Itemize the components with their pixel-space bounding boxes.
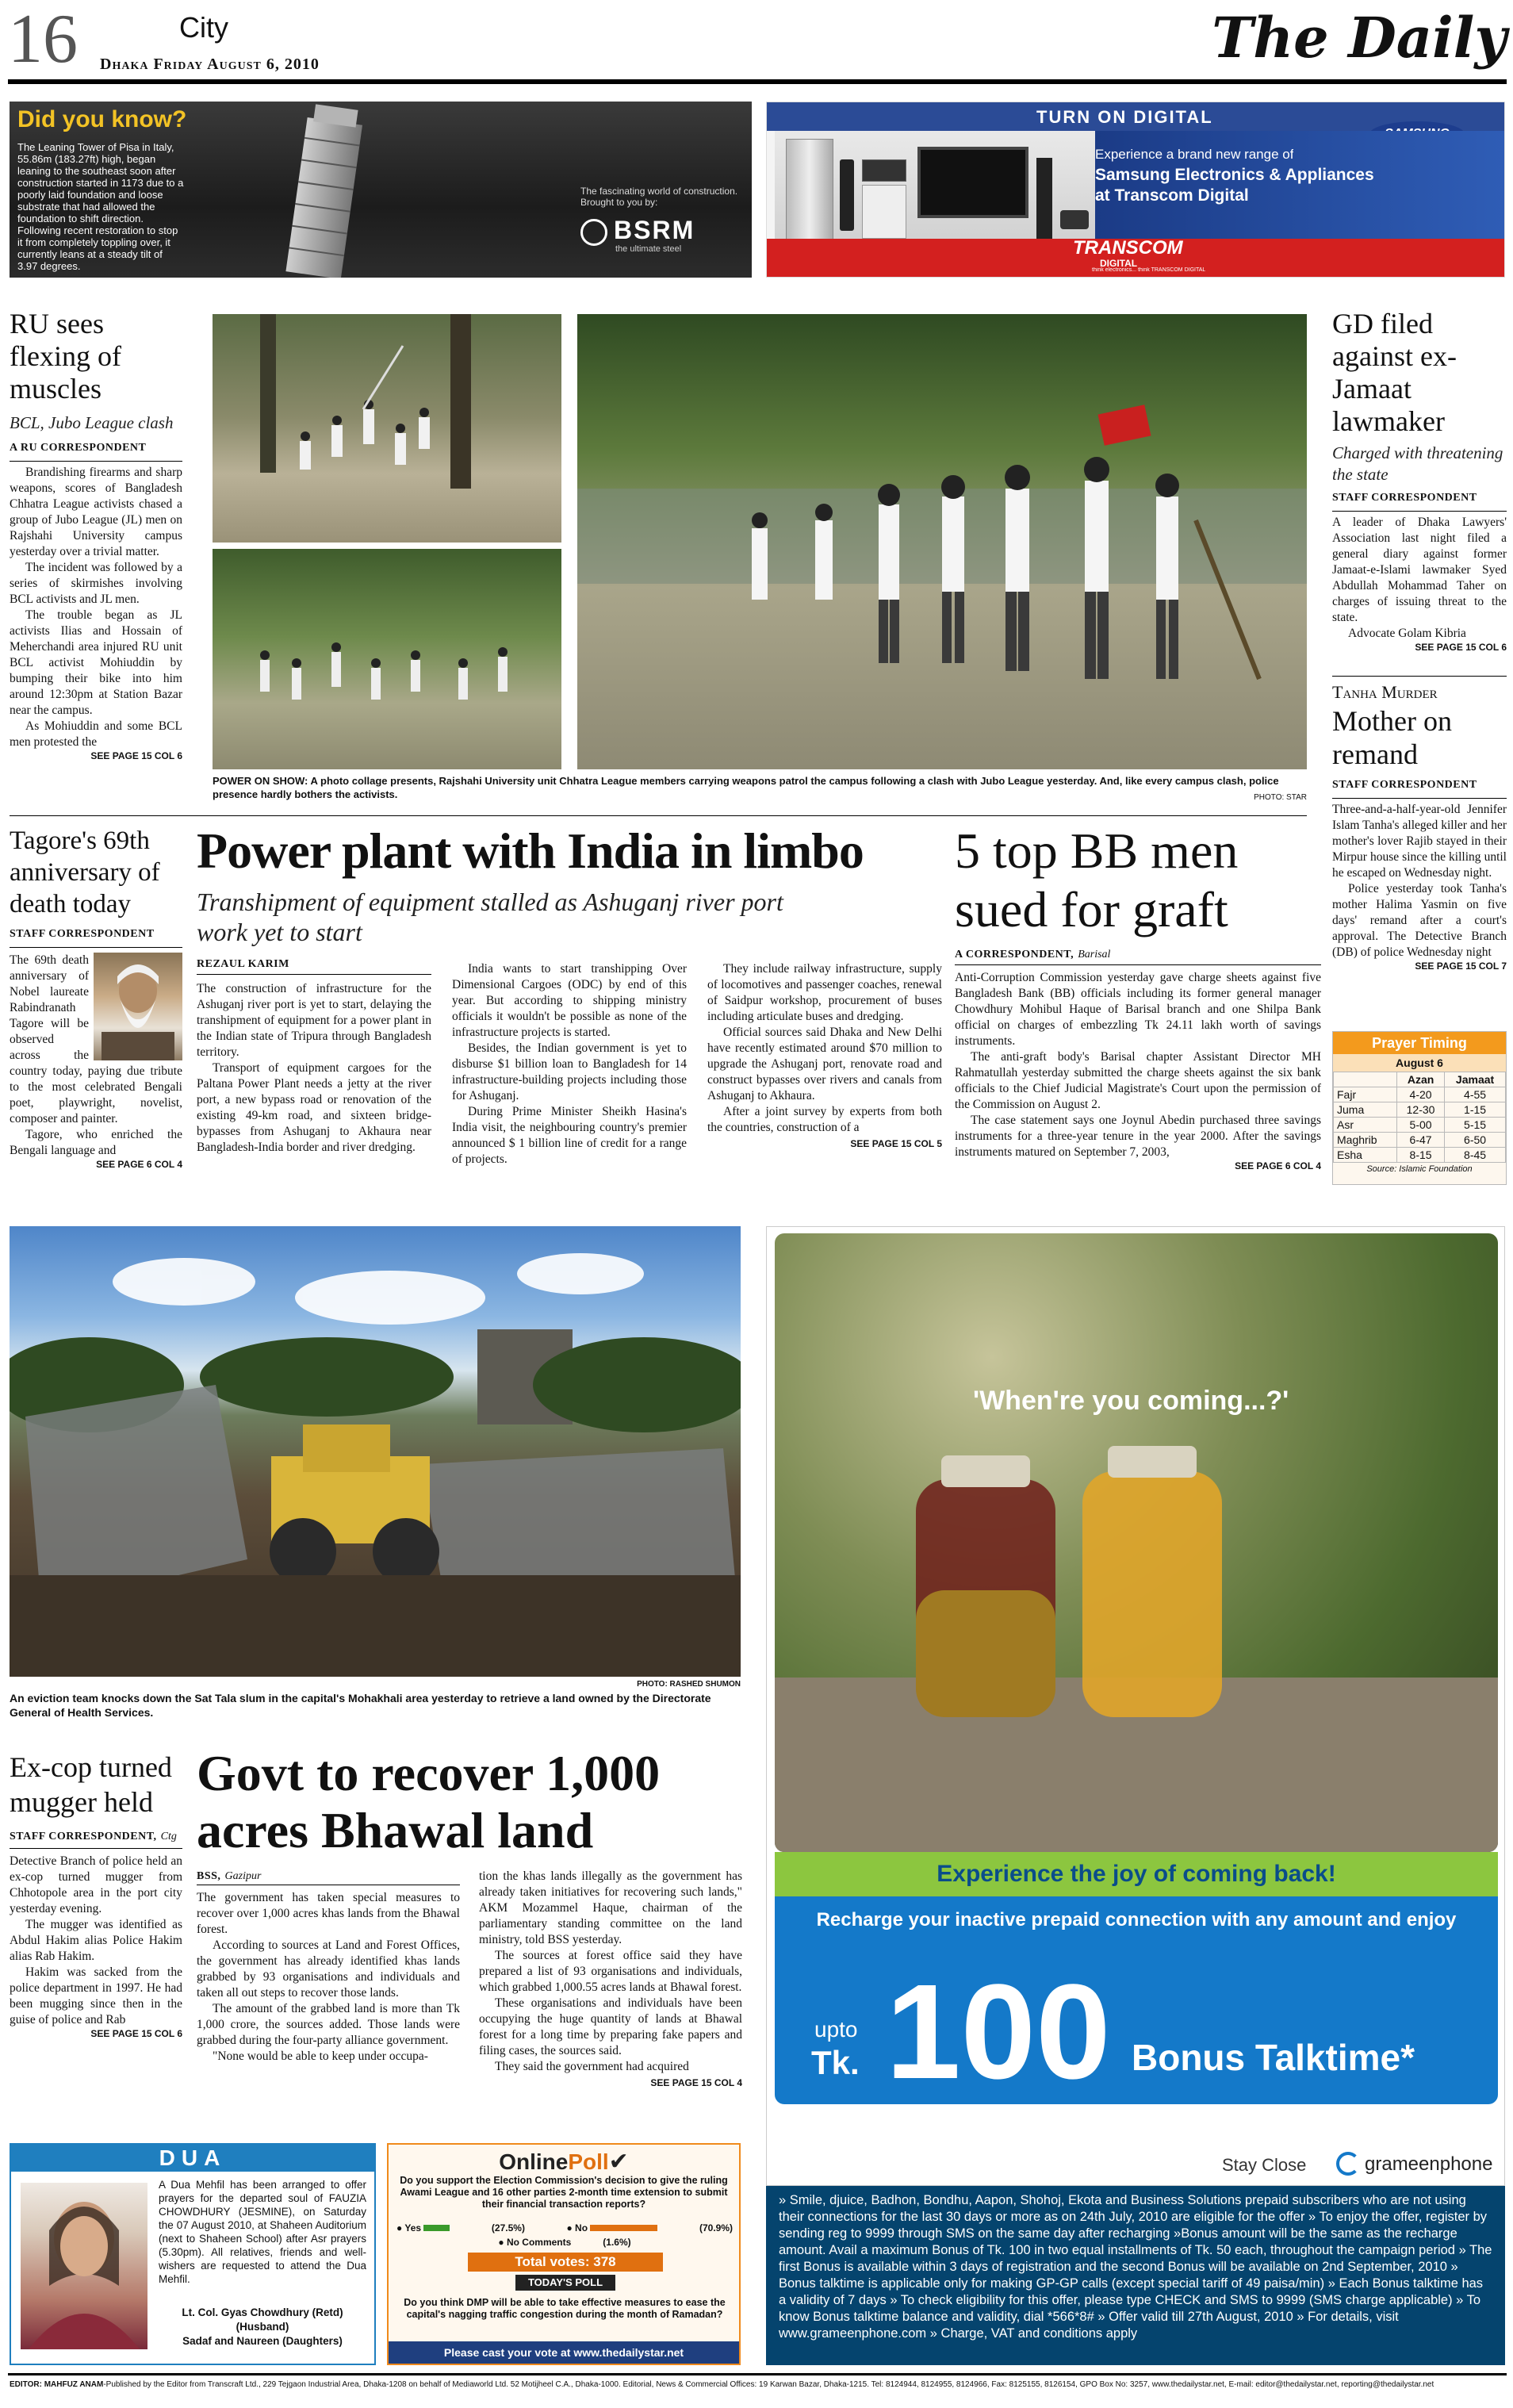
photo-caption: POWER ON SHOW: A photo collage presents, Rajshahi University unit Chhatra League members carrying weapons patrol the campus following a clash with Jubo League yesterday. And, like every campus clash, police presence hardly bothers the activists. (213, 775, 1279, 800)
story-body (1332, 802, 1507, 961)
collage-photo-3 (577, 314, 1307, 769)
headline[interactable]: Govt to recover 1,000 acres Bhawal land (197, 1745, 661, 1858)
byline: A CORRESPONDENT, (955, 949, 1074, 961)
column-1 (197, 974, 431, 1168)
story-body (10, 465, 182, 750)
paragraph: The mugger was identified as Abdul Hakim alias Police Hakim alias Rab Hakim. (10, 1918, 182, 1963)
ad-line3: at Transcom Digital (1095, 186, 1249, 205)
poll-today: TODAY'S POLL (515, 2275, 615, 2291)
cell: 6-47 (1396, 1133, 1444, 1148)
header-cell: Jamaat (1445, 1072, 1506, 1087)
collage-photo-2 (213, 549, 561, 769)
ad-brand: BSRM (614, 216, 695, 244)
paragraph: They include railway infrastructure, supply of locomotives and passenger coaches, renewal of Saidpur workshop, procurement of buses including articulate buses and dredging. (707, 962, 942, 1023)
cell: Asr (1334, 1118, 1397, 1133)
ad-amount: 100 (886, 1965, 1111, 2099)
table-header-row (1334, 1072, 1506, 1087)
paragraph: Besides, the Indian government is yet to disburse $1 billion loan to Bangladesh for 14 infrastructure-building projects including those for Ashuganj. (452, 1041, 687, 1102)
dua-signature-1: Lt. Col. Gyas Chowdhury (Retd) (182, 2306, 343, 2318)
paragraph: Transport of equipment cargoes for the Paltana Power Plant needs a jetty at the river port, a new bypass road or renovation of the existing 49-km road, and sixteen bridge-bypasses from Ashuganj to Akhaura near Bangladesh-India border and river dredging. (197, 1061, 431, 1154)
dua-text: A Dua Mehfil has been arranged to offer prayers for the departed soul of FAUZIA CHOWDHURY (JESMINE), on Saturday the 07 August 2010, at Shaheen Auditorium (next to Shaheen School) after Asr prayers (5.30pm). All relatives, friends and well-wishers are requested to attend the Dua Mehfil. (159, 2179, 366, 2285)
rubble-image (10, 1226, 741, 1677)
cell: 4-20 (1396, 1087, 1444, 1102)
poll-results (396, 2221, 733, 2249)
ad-line2: Samsung Electronics & Appliances (1095, 166, 1374, 184)
microwave-icon (862, 159, 906, 182)
speaker-icon (1036, 158, 1052, 240)
byline: STAFF CORRESPONDENT (10, 928, 155, 940)
dua-signature-3: Sadaf and Naureen (Daughters) (182, 2335, 343, 2347)
paragraph: As Mohiuddin and some BCL men protested the (10, 719, 182, 749)
poll-title-b: Poll (568, 2149, 609, 2174)
dealer-sub: DIGITAL (1100, 258, 1138, 269)
pickle-jars-image (775, 1233, 1498, 1852)
paper-name: The Daily (1212, 5, 1507, 71)
story-bhawal (197, 1745, 744, 2126)
paragraph: Official sources said Dhaka and New Delhi have recently estimated around $70 million to upgrade the Ashuganj port, renovate road and construct bypasses over rivers and canals from Ashuganj to Akhaura. (707, 1026, 942, 1102)
prayer-date: August 6 (1333, 1054, 1506, 1072)
headline[interactable]: 5 top BB men sued for graft (955, 822, 1239, 938)
poll-yes-bar (423, 2225, 450, 2231)
byline-dateline: Barisal (1078, 949, 1111, 961)
paragraph: The government has taken special measures to recover over 1,000 acres khas lands from the Bhawal forest. (197, 1891, 460, 1936)
byline: A RU CORRESPONDENT (10, 442, 147, 454)
poll-total: Total votes: 378 (468, 2253, 663, 2272)
portrait-image (21, 2183, 147, 2349)
poll-no-bar (590, 2225, 657, 2231)
byline: REZAUL KARIM (197, 958, 289, 970)
paragraph: Anti-Corruption Commission yesterday gave charge sheets against five Bangladesh Bank (BB) officials including its former general manager Chowdhury Mohibul Haque of Barisal branch and one Shilpa Bank official on charges of embezzling Tk 24.11 lakh worth of savings instruments. (955, 971, 1321, 1048)
story-tagore (10, 825, 182, 1198)
collage-photo-1 (213, 314, 561, 543)
group-image (213, 549, 561, 769)
column-3 (707, 961, 942, 1168)
paragraph: The anti-graft body's Barisal chapter Assistant Director MH Rahmatullah yesterday submitted the charge sheets against the six bank officials to the Chief Judicial Magistrate's Court upon the permission of the Commission on August 2. (955, 1050, 1321, 1111)
section-name: City (179, 11, 228, 44)
headline[interactable]: GD filed against ex-Jamaat lawmaker (1332, 308, 1457, 437)
phone-icon (840, 159, 854, 231)
poll-yes-pct: (27.5%) (491, 2222, 525, 2234)
paragraph: India wants to start transhipping Over Dimensional Cargoes (ODC) by end of this year. But according to shipping ministry officials it wouldn't be possible as none of the infrastructure projects is started. (452, 962, 687, 1039)
kicker: Charged with threatening the state (1332, 443, 1503, 484)
headline[interactable]: RU sees flexing of muscles (10, 308, 121, 405)
column-2 (479, 1869, 742, 2091)
story-body (955, 964, 1321, 1160)
story-excop (10, 1750, 182, 2122)
paragraph: The incident was followed by a series of skirmishes involving BCL activists and JL men. (10, 561, 182, 606)
poll-question: Do you support the Election Commission's decision to give the ruling Awami League and 16 other parties 2-month time extension to submit their financial transaction reports? (400, 2175, 728, 2210)
prayer-table (1333, 1072, 1506, 1163)
grameenphone-logo-icon (1336, 2152, 1360, 2176)
paragraph: tion the khas lands illegally as the government has already taken initiatives for recovering such lands," AKM Mozammel Haque, chairman of the parliamentary standing committee on the land ministry, told BSS yesterday. (479, 1869, 742, 1946)
cell: 12-30 (1396, 1102, 1444, 1118)
samsung-ad[interactable] (766, 102, 1505, 278)
washing-machine-icon (862, 185, 906, 239)
ad-stay-close: Stay Close (1222, 2155, 1307, 2175)
poll-nc-pct: (1.6%) (603, 2237, 631, 2248)
cell: Maghrib (1334, 1133, 1397, 1148)
poll-title-a: Online (499, 2149, 569, 2174)
headline[interactable]: Power plant with India in limbo (197, 822, 864, 879)
dateline: Dhaka Friday August 6, 2010 (100, 56, 320, 73)
byline-dateline: Ctg (160, 1831, 177, 1842)
divider (10, 815, 1307, 816)
paragraph: During Prime Minister Sheikh Hasina's India visit, the neighbouring country's premier announced $ 1 billion line of credit for a range of projects. (452, 1105, 687, 1166)
ad-banner: TURN ON DIGITAL (1036, 107, 1213, 127)
byline: STAFF CORRESPONDENT (1332, 779, 1477, 791)
byline: STAFF CORRESPONDENT, (10, 1831, 157, 1842)
tagore-intro: The 69th death anniversary of Nobel laureate Rabindranath Tagore will be observed (10, 953, 89, 1046)
dua-portrait (21, 2183, 147, 2349)
photo-credit: PHOTO: RASHED SHUMON (637, 1680, 741, 1689)
speech-text: 'When're you coming...?' (973, 1386, 1289, 1416)
poll-option-yes: ● Yes (396, 2222, 450, 2234)
prayer-source: Source: Islamic Foundation (1366, 1164, 1473, 1174)
paragraph: Hakim was sacked from the police department in 1997. He had been mugging since then in the guise of police and Rab (10, 1965, 182, 2026)
cell: Esha (1334, 1148, 1397, 1163)
poll-yes-label: Yes (404, 2222, 422, 2234)
paragraph: They said the government had acquired (495, 2060, 689, 2073)
headline[interactable]: Mother on remand (1332, 705, 1452, 770)
column-1 (197, 1885, 460, 2091)
tagore-portrait (94, 953, 182, 1060)
poll-no-label: No (575, 2222, 588, 2234)
masthead (0, 0, 1513, 82)
paragraph: After a joint survey by experts from both the countries, construction of a (707, 1105, 942, 1134)
story-gd (1332, 308, 1507, 681)
paragraph: The construction of infrastructure for the Ashuganj river port is yet to start, delaying the transhipment of equipment for a power plant in the Indian state of Tripura through Bangladesh territory. (197, 982, 431, 1059)
masthead-rule (8, 79, 1507, 84)
paragraph: "None would be able to keep under occupa- (213, 2049, 428, 2063)
header-cell: Azan (1396, 1072, 1444, 1087)
poll-cta-link[interactable]: Please cast your vote at www.thedailystar.net (389, 2341, 739, 2364)
continued-link[interactable]: SEE PAGE 15 COL 5 (850, 1138, 942, 1149)
page-number: 16 (8, 2, 78, 78)
paragraph: Police yesterday took Tanha's mother Halima Yasmin on five days' remand after a court's approval. The Detective Branch (DB) of police Wednesday night (1332, 882, 1507, 959)
poll-nc-label: No Comments (506, 2237, 572, 2248)
ad-tk: Tk. (811, 2044, 860, 2081)
poll-next-question: Do you think DMP will be able to take effective measures to ease the capital's nagging traffic congestion during the month of Ramadan? (404, 2297, 726, 2320)
story-power-plant (197, 822, 942, 1194)
continued-link[interactable]: SEE PAGE 15 COL 6 (90, 750, 182, 761)
continued-link[interactable]: SEE PAGE 15 COL 4 (650, 2077, 742, 2088)
ad-bonus: Bonus Talktime* (1132, 2037, 1415, 2078)
dua-title: DUA (11, 2145, 374, 2172)
continued-link[interactable]: SEE PAGE 6 COL 4 (96, 1159, 182, 1170)
photo-credit: PHOTO: STAR (1254, 793, 1307, 802)
continued-link[interactable]: SEE PAGE 15 COL 6 (90, 2028, 182, 2039)
ad-line1: Experience a brand new range of (1095, 147, 1294, 162)
story-body (1332, 515, 1507, 642)
kicker: Tanha Murder (1332, 682, 1438, 702)
dua-notice (10, 2143, 376, 2365)
footer-text: -Published by the Editor from Transcraft Ltd., 229 Tejgaon Industrial Area, Dhaka-1208 on behalf of Mediaworld Ltd. 52 Motijheel C.A., Dhaka-1000. Editorial, News & Commercial Offices: 19 Karwan Bazar, Dhaka-1215. Tel: 8124944, 8124955, 8124966, Fax: 8125155, 8126154, GPO Box No: 3257, www.thedailystar.net, E-mail: editor@thedailystar.net, reporting@thedailystar.net (103, 2380, 1434, 2389)
bsrm-logo-icon (580, 219, 607, 246)
table-row (1334, 1118, 1506, 1133)
continued-link[interactable]: SEE PAGE 15 COL 6 (1415, 642, 1507, 653)
byline: STAFF CORRESPONDENT (1332, 492, 1477, 504)
footer-imprint (10, 2379, 1507, 2391)
paragraph: Brandishing firearms and sharp weapons, scores of Bangladesh Chhatra League activists chased a group of Jubo League (JL) men on Rajshahi University campus yesterday over a trivial matter. (10, 466, 182, 558)
byline-dateline: Gazipur (224, 1870, 262, 1882)
story-tanha (1332, 681, 1507, 1022)
cell: 4-55 (1445, 1087, 1506, 1102)
grameenphone-ad[interactable] (766, 1226, 1505, 2186)
paragraph: The sources at forest office said they have prepared a list of 93 organisations and individuals, which grabbed 1,000.55 acres lands at Bhawal forest. (479, 1949, 742, 1994)
cell: 1-15 (1445, 1102, 1506, 1118)
paragraph: These organisations and individuals have been occupying the huge quantity of lands at Bhawal forest for a long time by preparing fake papers and filing cases, the sources said. (479, 1996, 742, 2057)
table-row (1334, 1102, 1506, 1118)
dua-signature-2: (Husband) (236, 2321, 289, 2333)
headline[interactable]: Tagore's 69th anniversary of death today (10, 826, 160, 918)
ad-brand-sub: the ultimate steel (615, 244, 682, 254)
byline: BSS, (197, 1870, 221, 1882)
prayer-title: Prayer Timing (1333, 1032, 1506, 1054)
march-image (577, 314, 1307, 769)
leaning-tower-image (192, 102, 446, 278)
story-ru (10, 308, 182, 807)
paragraph: The trouble began as JL activists Ilias and Hossain of Meherchandi area injured RU unit BCL activist Mohiuddin by bumping their bike into him around 12:30pm at Station Bazar near the campus. (10, 608, 182, 717)
table-row (1334, 1133, 1506, 1148)
photo-caption: An eviction team knocks down the Sat Tala slum in the capital's Mohakhali area yesterday to retrieve a land owned by the Directorate General of Health Services. (10, 1692, 711, 1719)
ad-fine-print: » Smile, djuice, Badhon, Bondhu, Aapon, Shohoj, Ekota and Business Solutions prepaid subscribers who are not using their connections for the last 30 days or more as on 24th July, 2010 are eligible for the offer » To enjoy the offer, register by sending reg to 9999 through SMS on the same day after recharging »Bonus amount will be the same as the recharge amount. Avail a maximum Bonus of Tk. 100 in two equal installments of Tk. 50 each, throughout the campaign period » The first Bonus is available within 3 days of registration and the second Bonus will be available on 2nd September, 2010 » Bonus talktime is applicable only for making GP-GP calls (except special tariff of 49 paisa/min) » Each Bonus talktime has a validity of 7 days » To check eligibility for this offer, please type CHECK and SMS to 9999 (SMS charge applicable) » To know Bonus talktime balance and validity, dial *566*8# » Offer valid till 27th August, 2010 » For details, visit www.grameenphone.com » Charge, VAT and conditions apply (766, 2186, 1505, 2365)
paragraph: across the country today, paying due tribute to the most celebrated Bengali poet, playwright, novelist, composer and painter. (10, 1049, 182, 1125)
ad-photo (775, 1233, 1498, 1852)
slum-eviction-photo (10, 1226, 741, 1677)
paragraph: Three-and-a-half-year-old Jennifer Islam Tanha's alleged killer and her mother's lover Rajib stayed in their Mirpur house since the killing until he escaped on Wednesday night. (1332, 803, 1507, 880)
ad-upto: upto (814, 2017, 858, 2042)
online-poll[interactable] (387, 2143, 741, 2365)
portrait-image (94, 953, 182, 1060)
cell: 5-15 (1445, 1118, 1506, 1133)
dealer-tag: think electronics... think TRANSCOM DIGITAL (1092, 267, 1206, 273)
poll-no-pct: (70.9%) (699, 2222, 733, 2234)
headline[interactable]: Ex-cop turned mugger held (10, 1751, 172, 1818)
dealer-name: TRANSCOM (1073, 237, 1183, 259)
tv-icon (917, 147, 1028, 218)
table-row (1334, 1087, 1506, 1102)
ad-body: The Leaning Tower of Pisa in Italy, 55.86m (183.27ft) high, began leaning to the southeast soon after construction started in 1173 due to a poorly laid foundation and loose substrate that had allowed the foundation to shift direction. Following recent restoration to stop it from completely toppling over, it currently leans at a steady tilt of 3.97 degrees. (17, 141, 184, 272)
prayer-timing-box (1332, 1031, 1507, 1185)
table-row (1334, 1148, 1506, 1163)
divider (1332, 676, 1507, 677)
kicker: Transhipment of equipment stalled as Ashuganj river port work yet to start (197, 888, 783, 946)
ad-subline: Recharge your inactive prepaid connection with any amount and enjoy (816, 1909, 1457, 1931)
ad-heading: Did you know? (17, 106, 187, 132)
footer-editor: EDITOR: MAHFUZ ANAM (10, 2380, 104, 2389)
column-2 (452, 961, 687, 1168)
paragraph: Detective Branch of police held an ex-cop turned mugger from Chhotopole area in the port city yesterday evening. (10, 1854, 182, 1915)
poll-option-nc: ● No Comments (498, 2237, 572, 2248)
paragraph: The case statement says one Joynul Abedin purchased three savings instruments for a three-year tenure in the year 2000. After the savings instruments matured on September 7, 2003, (955, 1114, 1321, 1159)
bsrm-ad[interactable] (10, 102, 752, 278)
crowd-image (213, 314, 561, 543)
paragraph: The amount of the grabbed land is more than Tk 1,000 crore, the sources added. Those lands were grabbed during the four-party alliance government. (197, 2002, 460, 2047)
cell: Juma (1334, 1102, 1397, 1118)
checkmark-icon: ✔ (608, 2148, 629, 2176)
paragraph: Advocate Golam Kibria (1348, 627, 1466, 640)
continued-link[interactable]: SEE PAGE 6 COL 4 (1235, 1160, 1321, 1171)
ad-tagline: The fascinating world of construction. Brought to you by: (580, 186, 738, 208)
cell: 6-50 (1445, 1133, 1506, 1148)
poll-option-no: ● No (566, 2222, 657, 2234)
refrigerator-icon (786, 139, 833, 240)
cell: 8-45 (1445, 1148, 1506, 1163)
paragraph: According to sources at Land and Forest Offices, the government has already identified khas lands grabbed by 93 organisations and individuals and taken all out steps to recover those lands. (197, 1938, 460, 2000)
paragraph: A leader of Dhaka Lawyers' Association last night filed a general diary against former Jamaat-e-Islami lawmaker Syed Abdullah Mohammad Taher on charges of issuing threat to the state. (1332, 516, 1507, 624)
kicker: BCL, Jubo League clash (10, 413, 174, 432)
cell: 8-15 (1396, 1148, 1444, 1163)
header-cell (1334, 1072, 1397, 1087)
ad-brand: grameenphone (1365, 2153, 1493, 2175)
footer-rule (8, 2373, 1507, 2375)
story-bb (955, 822, 1321, 1194)
story-body (10, 1848, 182, 2028)
ad-headline: Experience the joy of coming back! (775, 1852, 1498, 1896)
cell: Fajr (1334, 1087, 1397, 1102)
paragraph: Tagore, who enriched the Bengali language and (10, 1128, 182, 1157)
cell: 5-00 (1396, 1118, 1444, 1133)
camera-icon (1060, 210, 1089, 229)
continued-link[interactable]: SEE PAGE 15 COL 7 (1415, 961, 1507, 972)
appliance-panel (775, 131, 1095, 250)
